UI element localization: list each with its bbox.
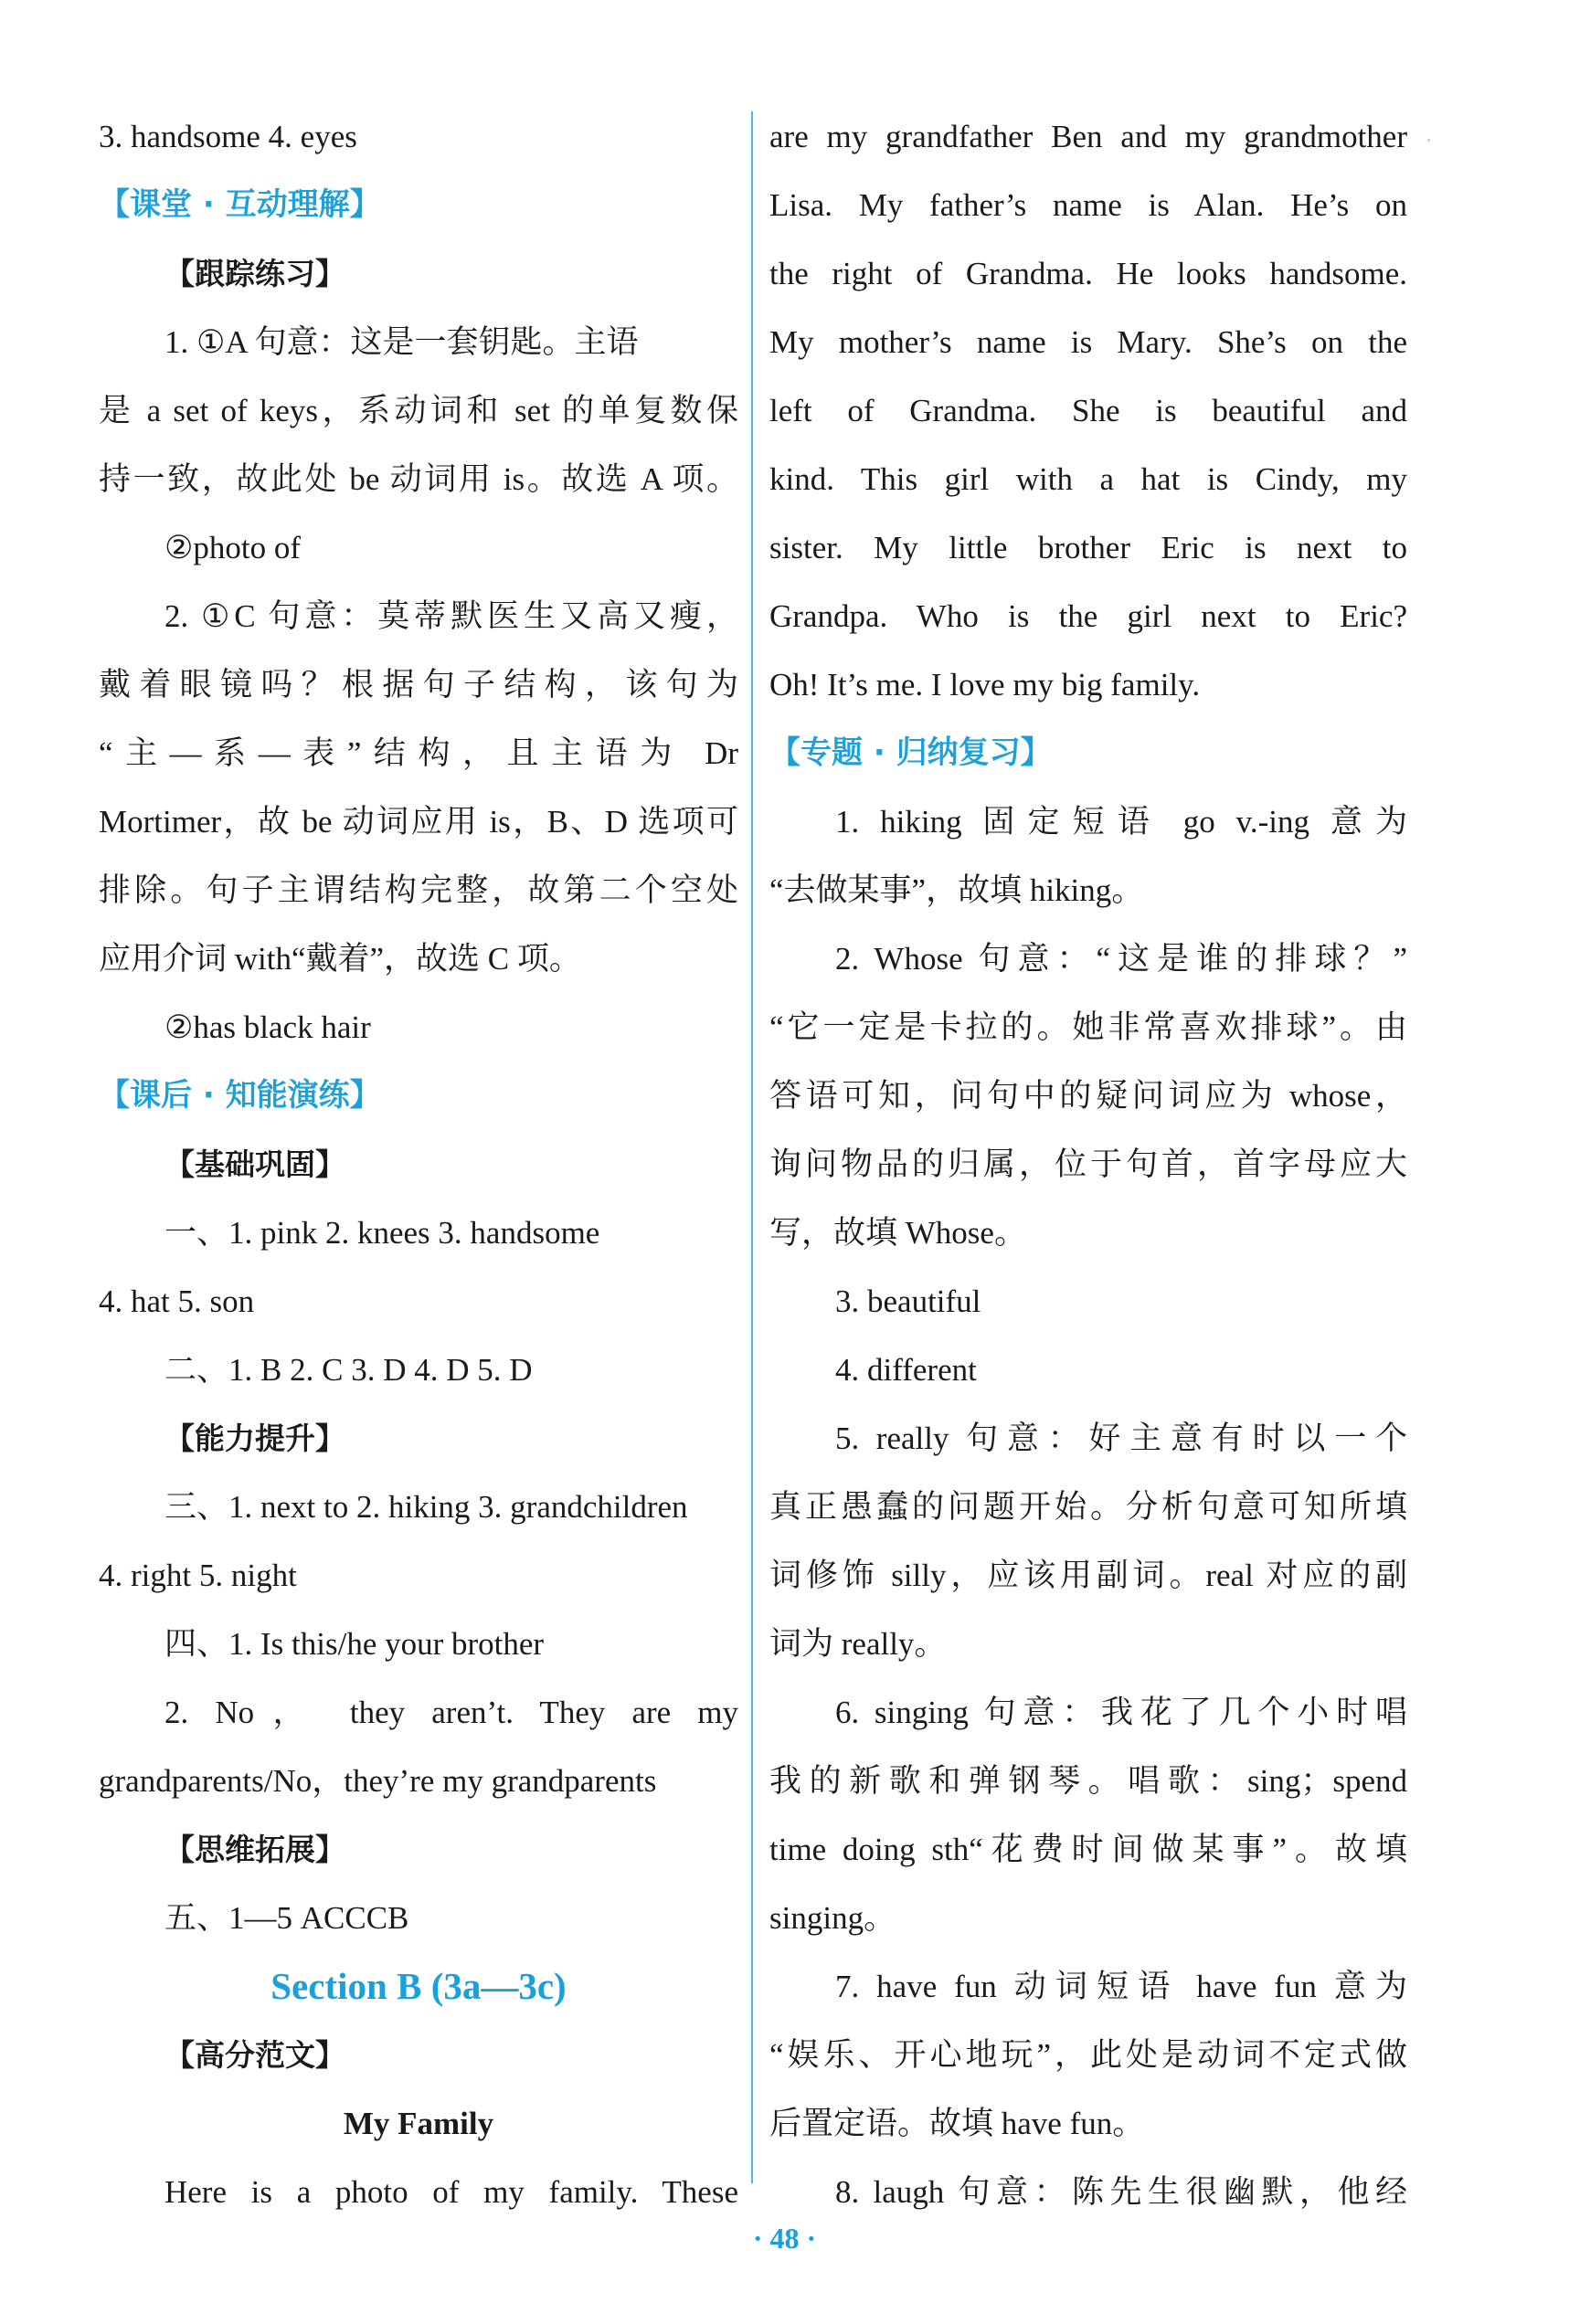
- answer-line: 5. really 句意：好主意有时以一个: [835, 1421, 1407, 1456]
- answer-line: time doing sth“花费时间做某事”。故填: [769, 1832, 1407, 1867]
- section-heading-classroom: 【课堂 · 互动理解】: [99, 186, 381, 223]
- answer-line: 词修饰 silly，应该用副词。real 对应的副: [769, 1558, 1407, 1593]
- essay-title: My Family: [343, 2106, 494, 2141]
- essay-line: Oh! It’s me. I love my big family.: [769, 667, 1201, 702]
- answer-line: 排除。句子主谓结构完整，故第二个空处: [99, 872, 738, 908]
- answer-line: ②has black hair: [164, 1009, 371, 1045]
- section-heading-topic-review: 【专题 · 归纳复习】: [769, 734, 1052, 771]
- right-column: [769, 102, 1407, 2226]
- section-heading-after-class: 【课后 · 知能演练】: [99, 1077, 381, 1114]
- essay-line: are my grandfather Ben and my grandmother: [769, 119, 1407, 154]
- answer-line: 二、1. B 2. C 3. D 4. D 5. D: [164, 1352, 533, 1388]
- essay-line: My mother’s name is Mary. She’s on the: [769, 324, 1407, 360]
- answer-line: 8. laugh 句意：陈先生很幽默，他经: [835, 2174, 1407, 2210]
- answer-line: 4. hat 5. son: [99, 1283, 255, 1319]
- answer-line: 4. right 5. night: [99, 1558, 297, 1593]
- answer-line: 真正愚蠢的问题开始。分析句意可知所填: [769, 1489, 1407, 1525]
- answer-line: “去做某事”，故填 hiking。: [769, 872, 1144, 908]
- speck-mark: [1427, 139, 1430, 142]
- essay-line: left of Grandma. She is beautiful and: [769, 393, 1407, 428]
- answer-line: 三、1. next to 2. hiking 3. grandchildren: [164, 1489, 688, 1525]
- subheading-basic: 【基础巩固】: [164, 1146, 345, 1182]
- subheading-tracking: 【跟踪练习】: [164, 256, 345, 291]
- subheading-sample-essay: 【高分范文】: [164, 2037, 345, 2073]
- answer-line: 6. singing 句意：我花了几个小时唱: [835, 1695, 1407, 1730]
- answer-line: 答语可知，问句中的疑问词应为 whose，: [769, 1078, 1407, 1114]
- answer-line: 4. different: [835, 1352, 977, 1388]
- answer-line: 7. have fun 动词短语 have fun 意为: [835, 1969, 1407, 2004]
- answer-line: 2. Whose 句意：“这是谁的排球？”: [835, 941, 1407, 977]
- answer-line: “它一定是卡拉的。她非常喜欢排球”。由: [769, 1009, 1407, 1045]
- answer-line: 写，故填 Whose。: [769, 1215, 1026, 1251]
- column-divider: [751, 111, 753, 2183]
- answer-line: 询问物品的归属，位于句首，首字母应大: [769, 1146, 1407, 1182]
- essay-line: kind. This girl with a hat is Cindy, my: [769, 461, 1407, 497]
- answer-line: 1. hiking 固定短语 go v.-ing 意为: [835, 804, 1407, 840]
- answer-line: “主—系—表”结构，且主语为 Dr: [99, 735, 738, 771]
- answer-line: 一、1. pink 2. knees 3. handsome: [164, 1215, 600, 1251]
- section-b-title: Section B (3a—3c): [270, 1965, 567, 2007]
- answer-line: ②photo of: [164, 530, 302, 565]
- essay-line: Lisa. My father’s name is Alan. He’s on: [769, 187, 1407, 223]
- answer-line: 应用介词 with“戴着”，故选 C 项。: [99, 941, 581, 977]
- answer-line: 戴着眼镜吗？根据句子结构，该句为: [99, 667, 738, 702]
- answer-line: 是 a set of keys，系动词和 set 的单复数保: [99, 393, 738, 428]
- answer-line: singing。: [769, 1900, 896, 1936]
- essay-line: sister. My little brother Eric is next to: [769, 530, 1407, 565]
- answer-line: 3. beautiful: [835, 1283, 981, 1319]
- answer-line: 四、1. Is this/he your brother: [164, 1626, 545, 1662]
- answer-line: 我的新歌和弹钢琴。唱歌：sing；spend: [769, 1763, 1407, 1799]
- essay-line: Here is a photo of my family. These: [164, 2174, 738, 2210]
- answer-line: 2. ①C 句意：莫蒂默医生又高又瘦，: [164, 598, 738, 634]
- answer-line: grandparents/No，they’re my grandparents: [99, 1763, 657, 1799]
- answer-line: Mortimer，故 be 动词应用 is，B、D 选项可: [99, 804, 738, 840]
- answer-line: 五、1—5 ACCCB: [164, 1900, 409, 1936]
- subheading-ability: 【能力提升】: [164, 1421, 345, 1456]
- answer-line: 2. No， they aren’t. They are my: [164, 1695, 738, 1730]
- page-number: · 48 ·: [752, 2222, 817, 2255]
- essay-line: the right of Grandma. He looks handsome.: [769, 256, 1407, 291]
- answer-line: 持一致，故此处 be 动词用 is。故选 A 项。: [99, 461, 738, 497]
- answer-line: 后置定语。故填 have fun。: [769, 2106, 1145, 2141]
- subheading-thinking: 【思维拓展】: [164, 1832, 345, 1867]
- answer-line: “娱乐、开心地玩”，此处是动词不定式做: [769, 2037, 1407, 2073]
- answer-line: 词为 really。: [769, 1626, 947, 1662]
- left-column: [99, 102, 738, 2226]
- answer-line: 3. handsome 4. eyes: [99, 119, 357, 154]
- answer-line: 1. ①A 句意：这是一套钥匙。主语: [164, 324, 639, 360]
- essay-line: Grandpa. Who is the girl next to Eric?: [769, 598, 1407, 634]
